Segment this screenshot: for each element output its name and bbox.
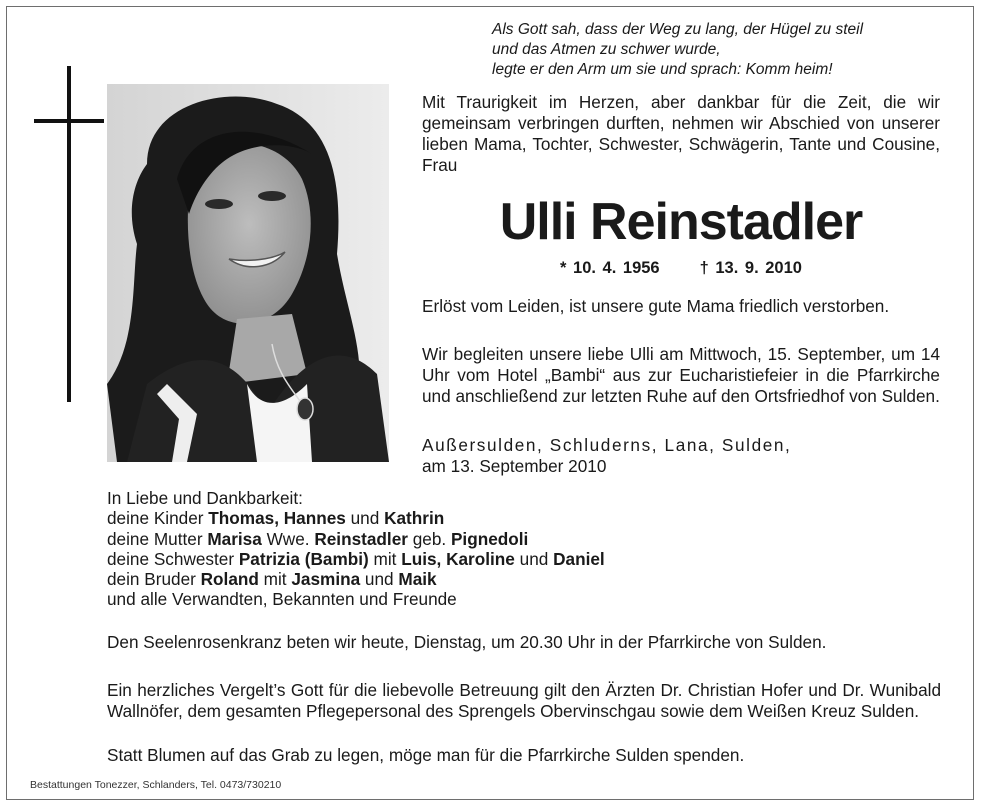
family-sister: deine Schwester Patrizia (Bambi) mit Luis, Karoline und Daniel (107, 548, 605, 569)
paragraph-funeral: Wir begleiten unsere liebe Ulli am Mittwoch, 15. September, um 14 Uhr vom Hotel „Bambi“ aus zur Eucharistiefeier in die Pfarrkirche und anschließend zur letzten Ruhe auf den Ortsfriedhof von Sulden. (422, 344, 940, 406)
thanks-notice: Ein herzliches Vergelt’s Gott für die liebevolle Betreuung gilt den Ärzten Dr. Christian Hofer und Dr. Wunibald Wallnöfer, dem gesamten Pflegepersonal des Sprengels Obervinschgau sowie dem Weißen Kreuz Sulden. (107, 680, 941, 721)
cross-horizontal-bar (34, 119, 104, 123)
rosary-notice: Den Seelenrosenkranz beten wir heute, Dienstag, um 20.30 Uhr in der Pfarrkirche von Sulden. (107, 632, 827, 652)
death-date: † 13. 9. 2010 (699, 259, 802, 277)
family-brother: dein Bruder Roland mit Jasmina und Maik (107, 569, 437, 590)
verse-line-1: Als Gott sah, dass der Weg zu lang, der Hügel zu steil (492, 21, 864, 38)
verse-line-3: legte er den Arm um sie und sprach: Komm heim! (492, 61, 833, 78)
verse-line-2: und das Atmen zu schwer wurde, (492, 41, 721, 58)
family-children: deine Kinder Thomas, Hannes und Kathrin (107, 508, 445, 529)
deceased-name: Ulli Reinstadler (499, 193, 863, 251)
portrait-photo (107, 84, 389, 462)
family-mother: deine Mutter Marisa Wwe. Reinstadler geb. Pignedoli (107, 528, 529, 549)
life-dates (422, 258, 940, 278)
family-others: und alle Verwandten, Bekannten und Freunde (107, 589, 457, 610)
memorial-verse (492, 20, 932, 80)
family-heading: In Liebe und Dankbarkeit: (107, 488, 303, 508)
paragraph-passing: Erlöst vom Leiden, ist unsere gute Mama friedlich verstorben. (422, 296, 890, 316)
family-list (107, 488, 947, 610)
date-line: am 13. September 2010 (422, 456, 607, 476)
intro-text: Mit Traurigkeit im Herzen, aber dankbar für die Zeit, die wir gemeinsam verbringen durften, nehmen wir Abschied von unserer lieben Mama, Tochter, Schwester, Schwägerin, Tante und Cousine, Frau (422, 92, 940, 175)
place-line: Außersulden, Schluderns, Lana, Sulden, (422, 435, 792, 455)
cross-vertical-bar (67, 66, 71, 402)
birth-date: * 10. 4. 1956 (560, 259, 660, 277)
flowers-notice: Statt Blumen auf das Grab zu legen, möge man für die Pfarrkirche Sulden spenden. (107, 745, 745, 765)
place-and-date (422, 435, 940, 477)
undertaker-imprint: Bestattungen Tonezzer, Schlanders, Tel. 0473/730210 (30, 779, 282, 791)
